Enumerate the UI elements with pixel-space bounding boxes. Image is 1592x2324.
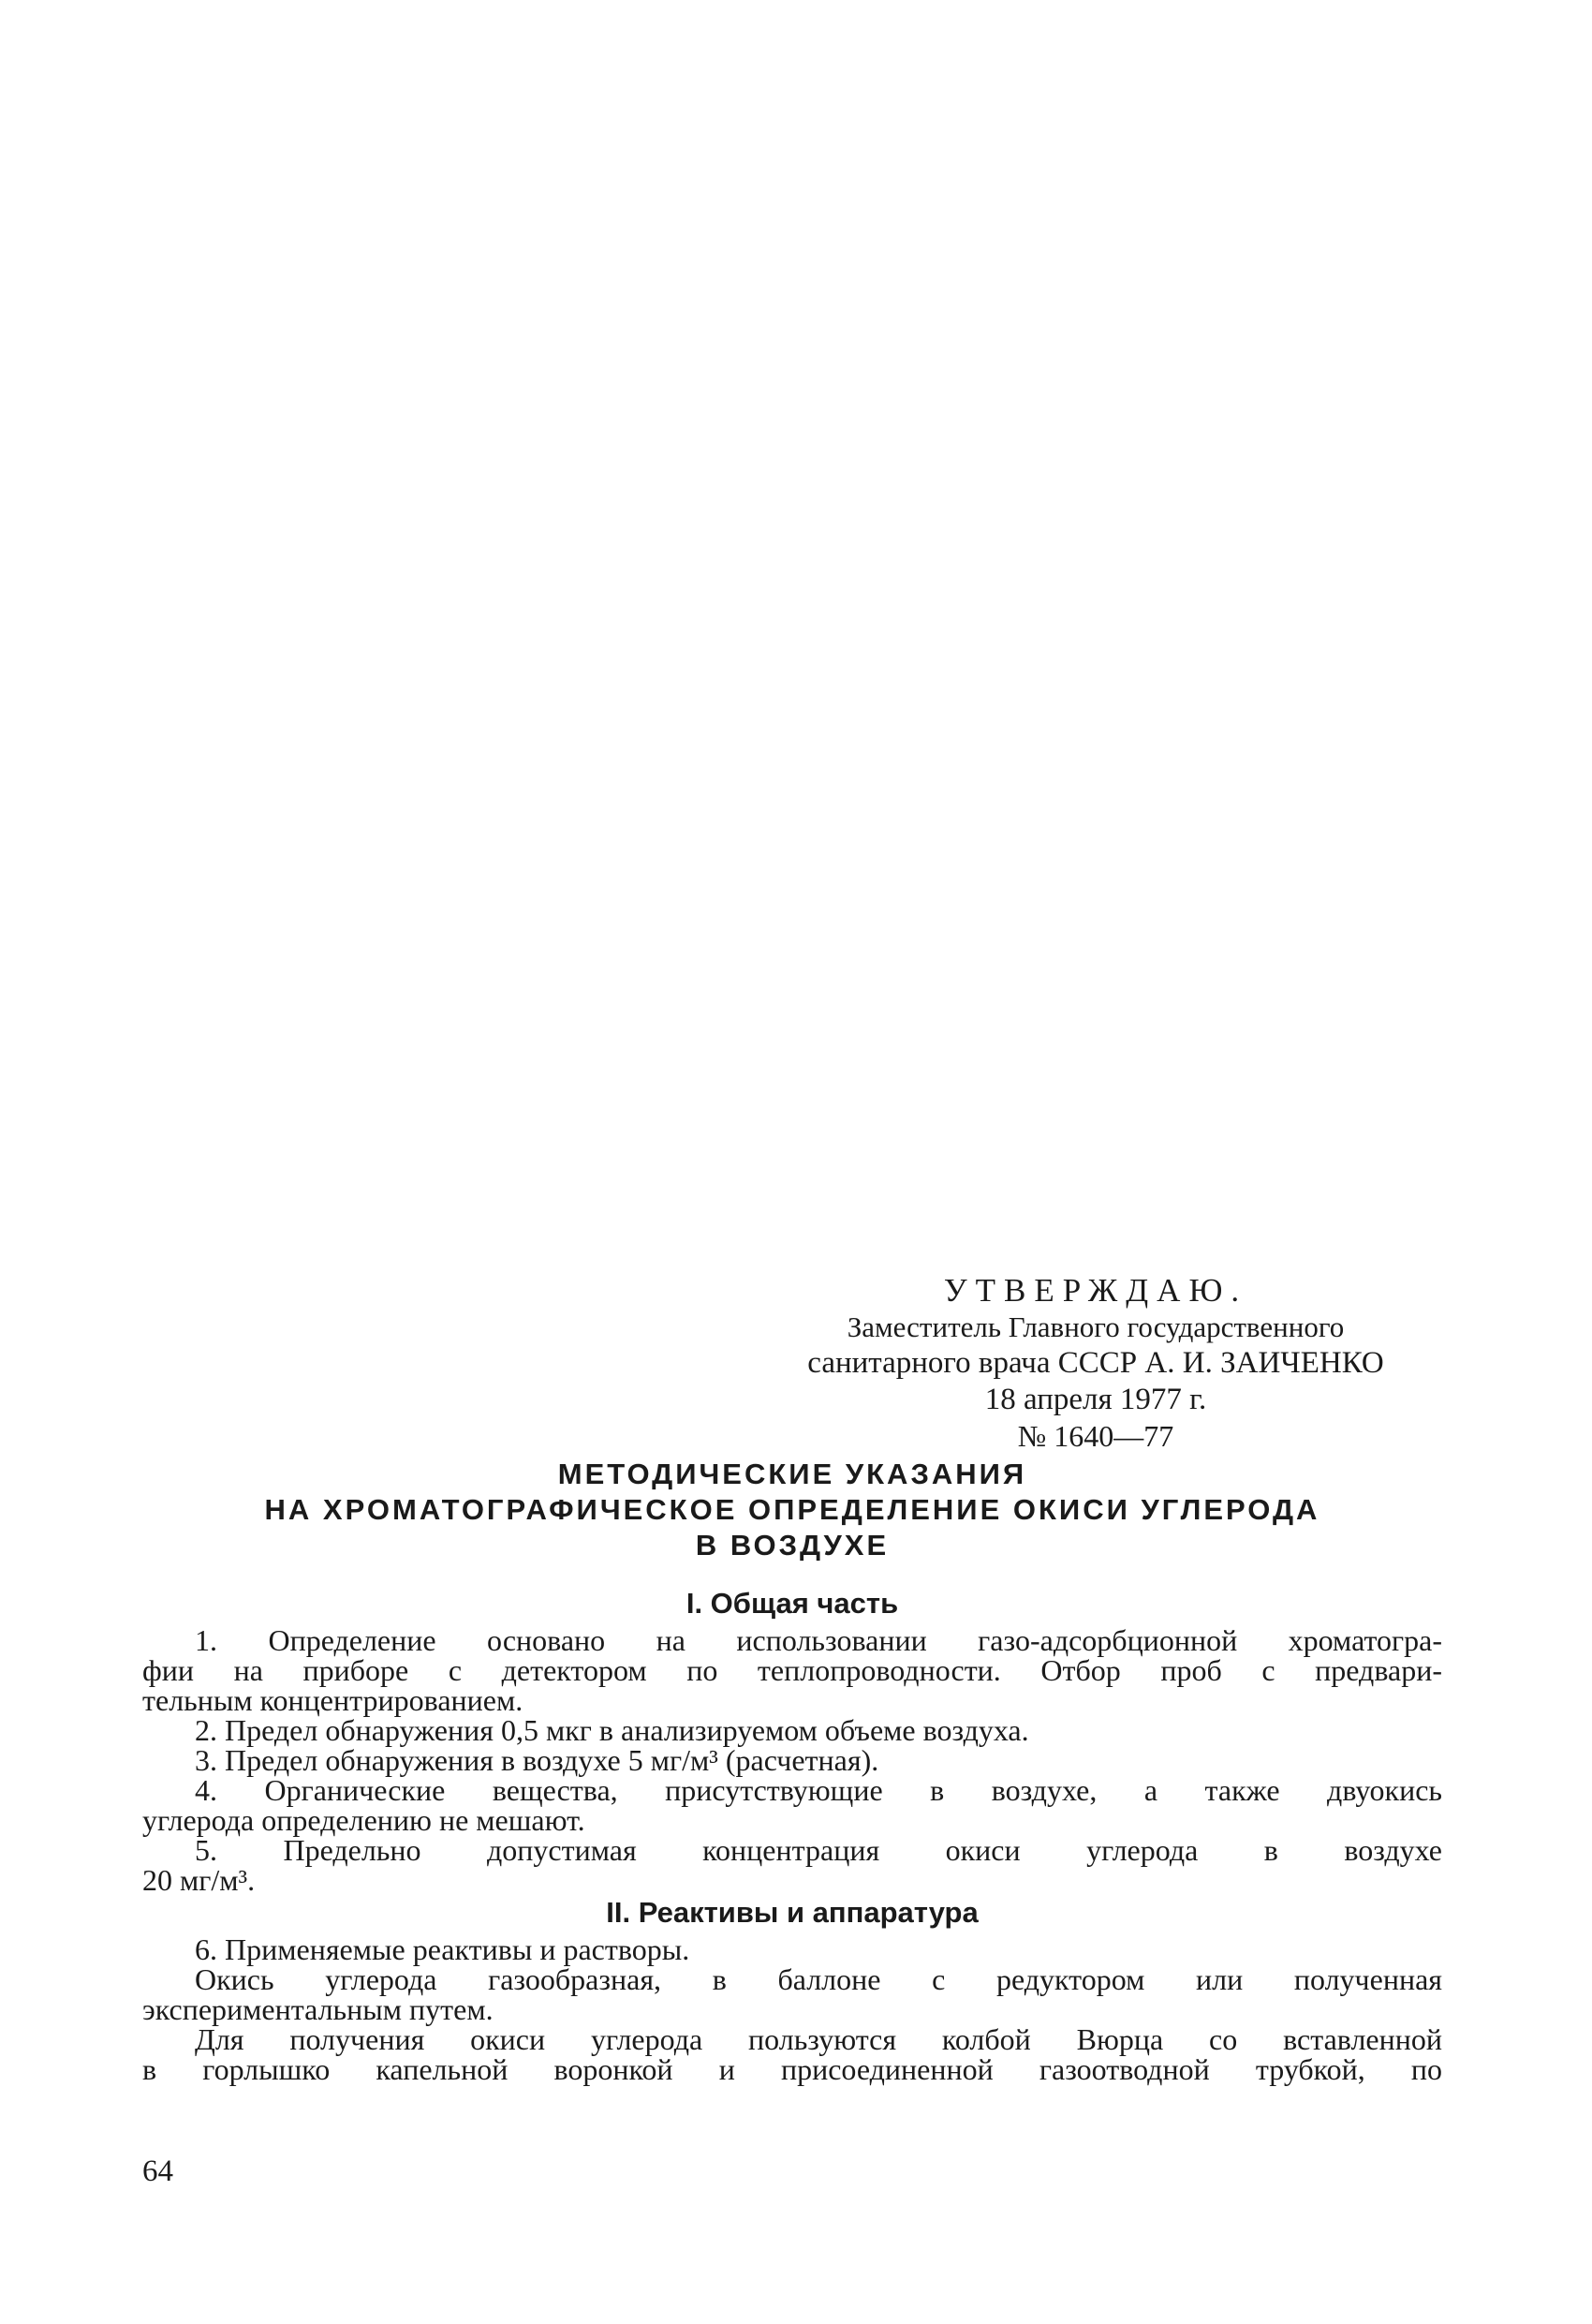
paragraph-4-line-2: углерода определению не мешают. xyxy=(142,1803,585,1837)
paragraph-2-line-1: 2. Предел обнаружения 0,5 мкг в анализируемом объеме воздуха. xyxy=(195,1713,1029,1747)
paragraph-8-line-1: Для получения окиси углерода пользуются колбой Вюрца со вставленной xyxy=(195,2022,1442,2056)
section-2-heading: II. Реактивы и аппаратура xyxy=(606,1896,979,1929)
paragraph-1 xyxy=(142,1625,1442,1715)
paragraph-7-line-1: Окись углерода газообразная, в баллоне с редуктором или полученная xyxy=(195,1962,1442,1996)
paragraph-8-line-2: в горлышко капельной воронкой и присоединенной газоотводной трубкой, по xyxy=(142,2052,1442,2086)
document-body xyxy=(142,1457,1442,2084)
paragraph-2 xyxy=(142,1715,1442,1745)
paragraph-5-line-1: 5. Предельно допустимая концентрация окиси углерода в воздухе xyxy=(195,1833,1442,1867)
approval-doctor-line: санитарного врача СССР А. И. ЗАИЧЕНКО xyxy=(807,1346,1384,1380)
approval-deputy-line: Заместитель Главного государственного xyxy=(847,1310,1345,1343)
approval-date-line: 18 апреля 1977 г. xyxy=(984,1383,1207,1416)
page-number: 64 xyxy=(142,2154,173,2188)
paragraph-5 xyxy=(142,1835,1442,1895)
paragraph-5-line-2: 20 мг/м³. xyxy=(142,1863,256,1897)
paragraph-3 xyxy=(142,1745,1442,1775)
title-line-3: В ВОЗДУХЕ xyxy=(695,1529,890,1562)
approval-block xyxy=(712,1272,1480,1455)
paragraph-1-line-3: тельным концентрированием. xyxy=(142,1683,523,1717)
document-title xyxy=(142,1457,1442,1563)
approval-number-line: № 1640—77 xyxy=(1017,1419,1174,1453)
paragraph-3-line-1: 3. Предел обнаружения в воздухе 5 мг/м³ (расчетная). xyxy=(195,1743,879,1777)
title-line-2: НА ХРОМАТОГРАФИЧЕСКОЕ ОПРЕДЕЛЕНИЕ ОКИСИ УГЛЕРОДА xyxy=(264,1493,1320,1526)
paragraph-7-line-2: экспериментальным путем. xyxy=(142,1992,494,2026)
paragraph-4 xyxy=(142,1775,1442,1835)
paragraph-1-line-2: фии на приборе с детектором по теплопроводности. Отбор проб с предвари- xyxy=(142,1653,1442,1687)
paragraph-8 xyxy=(142,2024,1442,2084)
paragraph-1-line-1: 1. Определение основано на использовании газо-адсорбционной хроматогра- xyxy=(195,1623,1442,1657)
paragraph-6 xyxy=(142,1934,1442,1964)
title-line-1: МЕТОДИЧЕСКИЕ УКАЗАНИЯ xyxy=(557,1458,1027,1490)
paragraph-7 xyxy=(142,1964,1442,2024)
approval-word: УТВЕРЖДАЮ. xyxy=(943,1272,1248,1309)
section-1-heading: I. Общая часть xyxy=(685,1587,899,1620)
paragraph-4-line-1: 4. Органические вещества, присутствующие в воздухе, а также двуокись xyxy=(195,1773,1442,1807)
paragraph-6-line-1: 6. Применяемые реактивы и растворы. xyxy=(195,1932,690,1966)
